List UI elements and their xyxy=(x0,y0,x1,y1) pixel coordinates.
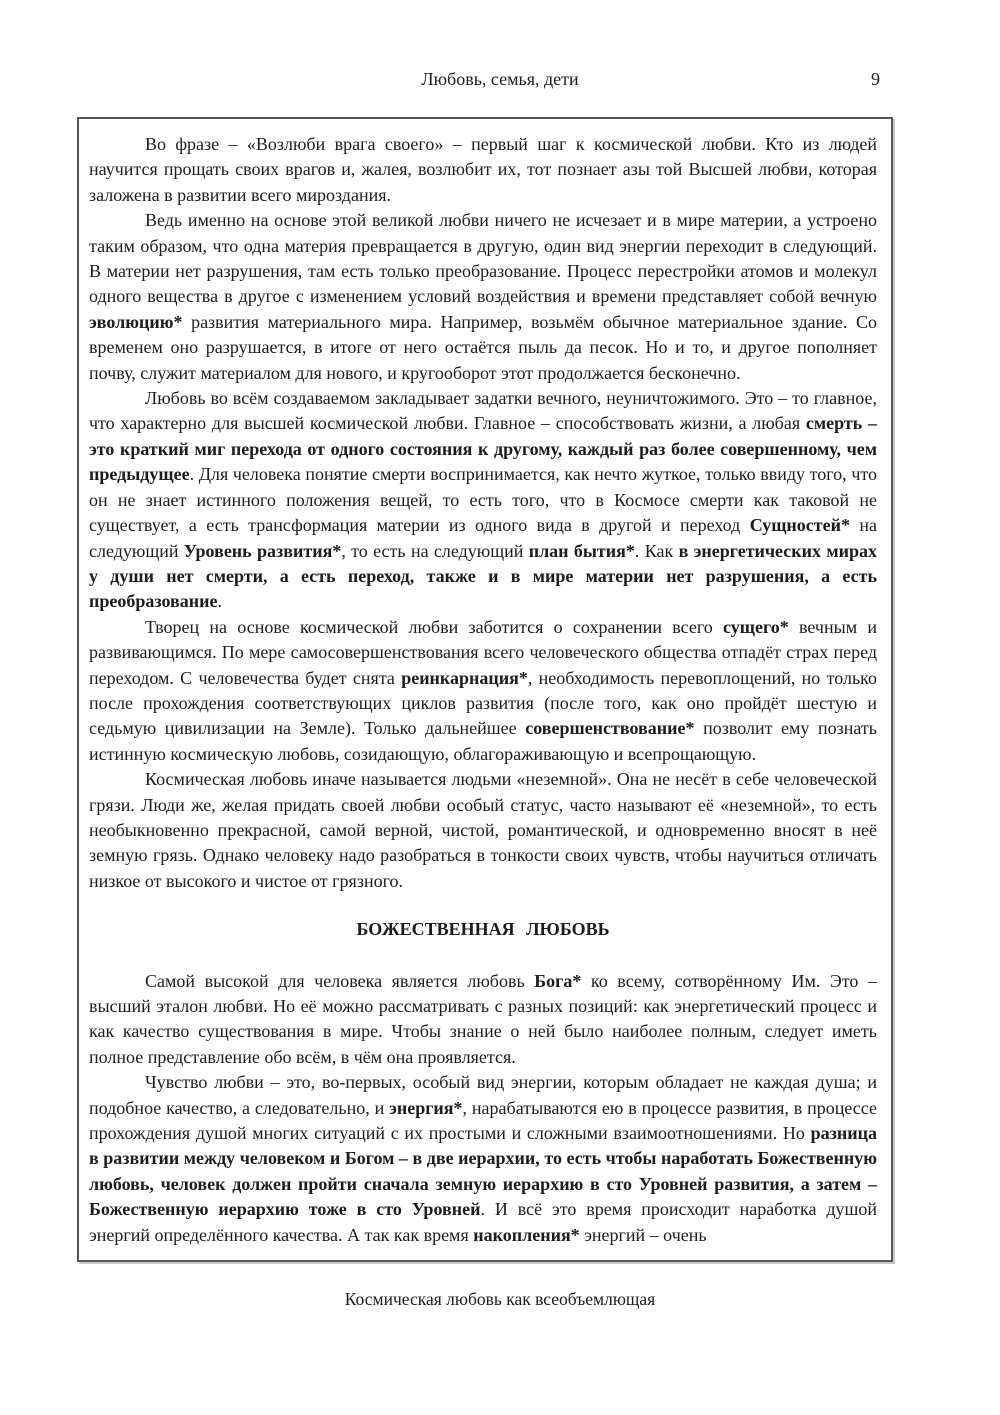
running-header-title: Любовь, семья, дети xyxy=(421,69,579,89)
text-run: ко всему, сотворённому Им. Это – высший эталон любви. Но её можно рассматривать с разных позиций: как энергетический процесс и как качество существования в мире. Чтобы знание о ней было наиболее полным, следует иметь полное представление обо всём, в чём она проявляется. xyxy=(89,970,877,1067)
text-run: энергий – очень xyxy=(579,1224,707,1245)
paragraph-6 xyxy=(89,969,877,1071)
text-run: . И всё это время происходит наработка душой энергий определённого качества. А так как время xyxy=(89,1199,877,1245)
text-run: вечным и развивающимся. По мере самосовершенствования всего человеческого общества отпадёт страх перед переходом. С человечества будет снята xyxy=(89,616,878,688)
text-run: Самой высокой для человека является любовь xyxy=(145,970,535,991)
bold-run: энергия* xyxy=(389,1097,463,1118)
footer-caption: Космическая любовь как всеобъемлющая xyxy=(344,1289,656,1309)
paragraph-7 xyxy=(89,1070,877,1248)
text-run: Во фразе – «Возлюби врага своего» – первый шаг к космической любви. Кто из людей научится прощать своих врагов и, жалея, возлюбит их, тот познает азы той Высшей любви, которая заложена в развитии всего мироздания. xyxy=(89,134,877,205)
section-heading: БОЖЕСТВЕННАЯ ЛЮБОВЬ xyxy=(356,919,610,940)
paragraph-5 xyxy=(89,767,877,894)
bold-run: в энергетических мирах у души нет смерти, а есть переход, также и в мире материи нет разрушения, а есть преобразование xyxy=(89,540,877,612)
text-run: Творец на основе космической любви заботится о сохранении всего xyxy=(145,616,724,637)
bold-run: сущего* xyxy=(723,616,789,637)
bold-run: разница в развитии между человеком и Богом – в две иерархии, то есть чтобы наработать Божественную любовь, человек должен пройти сначала земную иерархию в сто Уровней развития, а затем – Божественную иерархию тоже в сто Уровней xyxy=(89,1123,877,1220)
text-run: , необходимость перевоплощений, но только после прохождения соответствующих циклов развития (после того, как оно пройдёт шестую и седьмую цивилизации на Земле). Только дальнейшее xyxy=(89,667,877,739)
bold-run: реинкарнация* xyxy=(401,667,528,688)
paragraph-3 xyxy=(89,386,877,615)
running-footer xyxy=(0,1288,1000,1310)
text-run: развития материального мира. Например, возьмём обычное материальное здание. Со временем оно разрушается, в итоге от него остаётся пыль да песок. Но и то, и другое пополняет почву, служит материалом для нового, и кругооборот этот продолжается бесконечно. xyxy=(89,311,877,383)
bold-run: Сущностей* xyxy=(749,515,850,536)
text-run: Любовь во всём создаваемом закладывает задатки вечного, неуничтожимого. Это – то главное, что характерно для высшей космической любви. Главное – способствовать жизни, а любая xyxy=(89,388,877,434)
paragraph-4 xyxy=(89,615,877,767)
bold-run: план бытия* xyxy=(528,540,635,561)
text-run: позволит ему познать истинную космическую любовь, созидающую, облагораживающую и всепрощающую. xyxy=(89,718,877,764)
text-run: . Как xyxy=(634,540,679,561)
article-body xyxy=(89,132,877,1248)
bold-run: смерть – это краткий миг перехода от одного состояния к другому, каждый раз более совершенному, чем предыдущее xyxy=(89,413,878,485)
text-run: , то есть на следующий xyxy=(341,540,529,561)
text-run: Космическая любовь иначе называется людьми «неземной». Она не несёт в себе человеческой грязи. Люди же, желая придать своей любви особый статус, часто называют её «неземной», то есть необыкновенно прекрасной, самой верной, чистой, романтической, и одновременно вносят в неё земную грязь. Однако человеку надо разобраться в тонкости своих чувств, чтобы научиться отличать низкое от высокого и чистое от грязного. xyxy=(89,769,877,891)
text-run: , нарабатываются ею в процессе развития, в процессе прохождения душой многих ситуаций с их простыми и сложными взаимоотношениями. Но xyxy=(89,1097,877,1144)
text-run: Чувство любви – это, во-первых, особый вид энергии, которым обладает не каждая душа; и подобное качество, а следовательно, и xyxy=(89,1072,877,1118)
bold-run: накопления* xyxy=(473,1224,580,1245)
text-run: . Для человека понятие смерти воспринимается, как нечто жуткое, только ввиду того, что он не знает истинного положения вещей, то есть того, что в Космосе смерти как таковой не существует, а есть трансформация материи из одного вида в другой и переход xyxy=(89,464,877,536)
running-header xyxy=(0,68,1000,90)
paragraph-2 xyxy=(89,208,877,386)
paragraph-1 xyxy=(89,132,877,208)
bold-run: Уровень развития* xyxy=(183,540,342,561)
bold-run: Бога* xyxy=(534,970,582,991)
bold-run: совершенствование* xyxy=(525,718,695,739)
page-number: 9 xyxy=(871,69,880,89)
text-run: на следующий xyxy=(89,515,877,561)
bordered-text-frame xyxy=(77,117,893,1262)
bold-run: эволюцию* xyxy=(89,311,183,332)
text-run: . xyxy=(217,591,223,612)
text-run: Ведь именно на основе этой великой любви ничего не исчезает и в мире материи, а устроено таким образом, что одна материя превращается в другую, один вид энергии переходит в следующий. В материи нет разрушения, там есть только преобразование. Процесс перестройки атомов и молекул одного вещества в другое с изменением условий воздействия и времени представляет собой вечную xyxy=(89,210,877,307)
